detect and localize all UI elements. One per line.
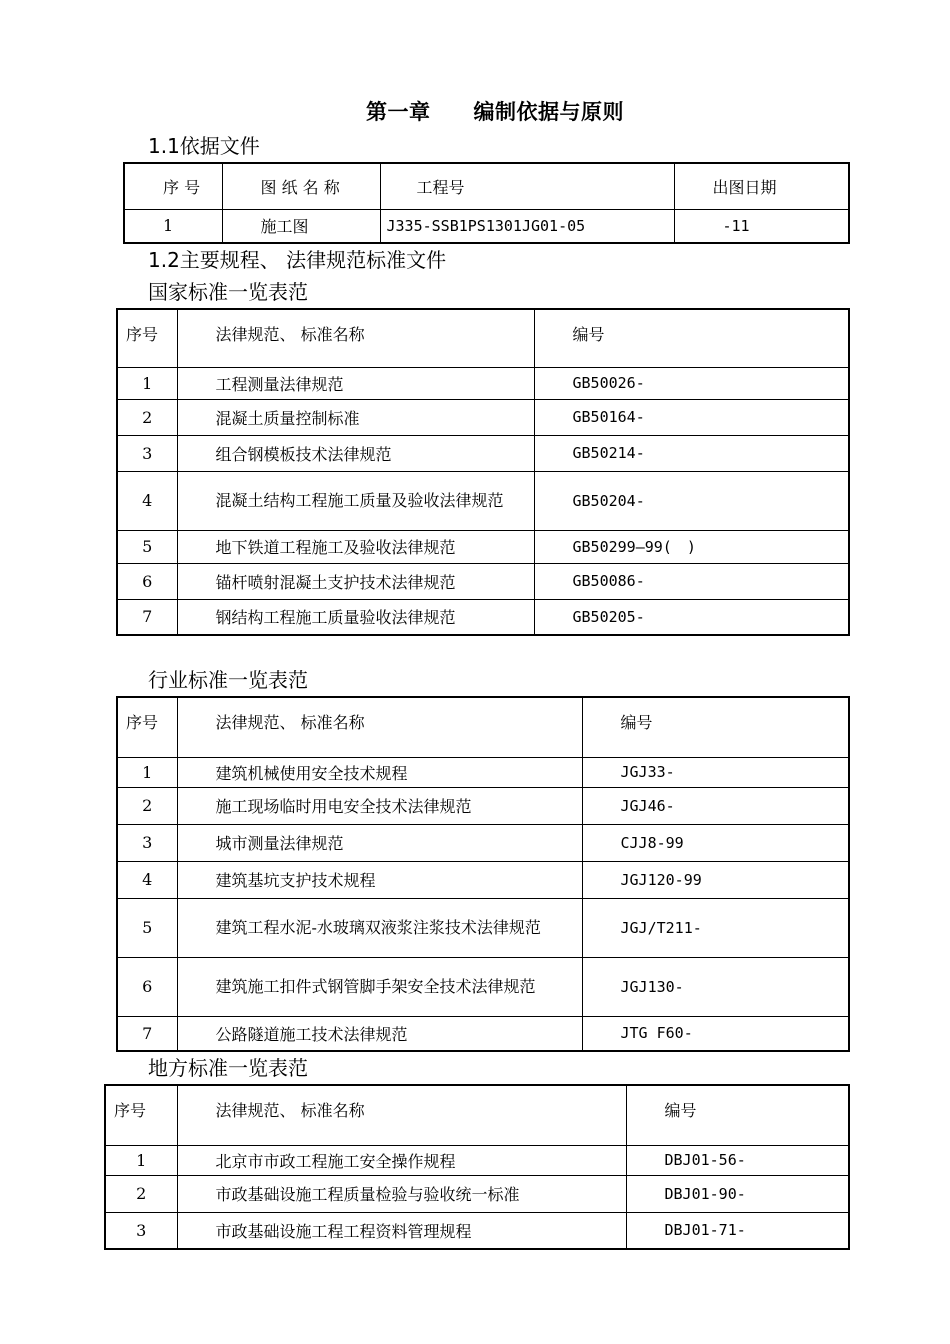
standard-code: DBJ01-90- [626, 1175, 849, 1212]
national-standards-table [116, 308, 850, 636]
table-row [117, 367, 849, 399]
table-row [117, 757, 849, 787]
standard-code: GB50204- [534, 471, 849, 530]
header-cell: 编号 [626, 1085, 849, 1145]
table-row [105, 1212, 849, 1249]
table-row [117, 861, 849, 898]
standard-code: GB50205- [534, 599, 849, 635]
header-cell: 序号 [105, 1085, 177, 1145]
section-1-2-heading: 1.2主要规程、 法律规范标准文件 [148, 248, 447, 272]
table-row [117, 530, 849, 563]
table-row [117, 471, 849, 530]
project-number: J335-SSB1PS1301JG01-05 [380, 209, 674, 243]
row-number: 1 [117, 757, 177, 787]
row-number: 6 [117, 563, 177, 599]
header-cell: 法律规范、 标准名称 [177, 697, 582, 757]
standard-name: 混凝土质量控制标准 [177, 399, 534, 435]
standard-code: JTG F60- [582, 1016, 849, 1051]
header-cell: 出图日期 [674, 163, 849, 209]
local-standards-table [104, 1084, 850, 1250]
table-row [117, 898, 849, 957]
table-row [117, 435, 849, 471]
standard-name: 市政基础设施工程质量检验与验收统一标准 [177, 1175, 626, 1212]
row-number: 5 [117, 530, 177, 563]
table-header-row [105, 1085, 849, 1145]
standard-name: 建筑施工扣件式钢管脚手架安全技术法律规范 [177, 957, 582, 1016]
row-number: 2 [117, 787, 177, 824]
table-row [117, 563, 849, 599]
table-row [117, 399, 849, 435]
standard-code: JGJ33- [582, 757, 849, 787]
standard-code: JGJ130- [582, 957, 849, 1016]
standard-name: 建筑工程水泥-水玻璃双液浆注浆技术法律规范 [177, 898, 582, 957]
standard-code: CJJ8-99 [582, 824, 849, 861]
header-cell: 序号 [117, 697, 177, 757]
row-number: 7 [117, 599, 177, 635]
issue-date: -11 [674, 209, 849, 243]
standard-code: GB50214- [534, 435, 849, 471]
section-1-1-heading: 1.1依据文件 [148, 134, 260, 158]
row-number: 3 [117, 435, 177, 471]
standard-name: 地下铁道工程施工及验收法律规范 [177, 530, 534, 563]
row-number: 4 [117, 471, 177, 530]
header-cell: 序号 [117, 309, 177, 367]
row-number: 2 [105, 1175, 177, 1212]
standard-name: 公路隧道施工技术法律规范 [177, 1016, 582, 1051]
standard-name: 建筑机械使用安全技术规程 [177, 757, 582, 787]
header-cell: 法律规范、 标准名称 [177, 1085, 626, 1145]
header-cell: 法律规范、 标准名称 [177, 309, 534, 367]
header-cell: 编号 [582, 697, 849, 757]
standard-code: GB50086- [534, 563, 849, 599]
header-cell: 编号 [534, 309, 849, 367]
drawing-name: 施工图 [222, 209, 380, 243]
national-standards-heading: 国家标准一览表范 [148, 280, 308, 304]
table-row [117, 599, 849, 635]
header-cell: 工程号 [380, 163, 674, 209]
drawings-table [123, 162, 850, 244]
standard-code: JGJ/T211- [582, 898, 849, 957]
table-header-row [124, 163, 849, 209]
header-cell: 序 号 [124, 163, 222, 209]
standard-name: 混凝土结构工程施工质量及验收法律规范 [177, 471, 534, 530]
standard-code: DBJ01-56- [626, 1145, 849, 1175]
standard-name: 锚杆喷射混凝土支护技术法律规范 [177, 563, 534, 599]
standard-name: 北京市市政工程施工安全操作规程 [177, 1145, 626, 1175]
table-header-row [117, 309, 849, 367]
row-number: 4 [117, 861, 177, 898]
standard-code: GB50026- [534, 367, 849, 399]
standard-name: 钢结构工程施工质量验收法律规范 [177, 599, 534, 635]
row-number: 1 [105, 1145, 177, 1175]
row-number: 2 [117, 399, 177, 435]
standard-code: GB50164- [534, 399, 849, 435]
row-number: 1 [124, 209, 222, 243]
row-number: 5 [117, 898, 177, 957]
table-row [124, 209, 849, 243]
standard-name: 建筑基坑支护技术规程 [177, 861, 582, 898]
industry-standards-heading: 行业标准一览表范 [148, 668, 308, 692]
header-cell: 图 纸 名 称 [222, 163, 380, 209]
standard-name: 城市测量法律规范 [177, 824, 582, 861]
table-row [105, 1145, 849, 1175]
standard-code: JGJ46- [582, 787, 849, 824]
row-number: 3 [105, 1212, 177, 1249]
standard-code: DBJ01-71- [626, 1212, 849, 1249]
standard-code: JGJ120-99 [582, 861, 849, 898]
row-number: 3 [117, 824, 177, 861]
standard-name: 市政基础设施工程工程资料管理规程 [177, 1212, 626, 1249]
row-number: 6 [117, 957, 177, 1016]
standard-name: 施工现场临时用电安全技术法律规范 [177, 787, 582, 824]
table-row [117, 824, 849, 861]
row-number: 1 [117, 367, 177, 399]
standard-code: GB50299—99( ) [534, 530, 849, 563]
industry-standards-table [116, 696, 850, 1052]
local-standards-heading: 地方标准一览表范 [148, 1056, 308, 1080]
table-row [117, 1016, 849, 1051]
table-row [117, 787, 849, 824]
row-number: 7 [117, 1016, 177, 1051]
chapter-title: 第一章 编制依据与原则 [366, 100, 624, 124]
table-row [117, 957, 849, 1016]
table-header-row [117, 697, 849, 757]
table-row [105, 1175, 849, 1212]
standard-name: 组合钢模板技术法律规范 [177, 435, 534, 471]
standard-name: 工程测量法律规范 [177, 367, 534, 399]
